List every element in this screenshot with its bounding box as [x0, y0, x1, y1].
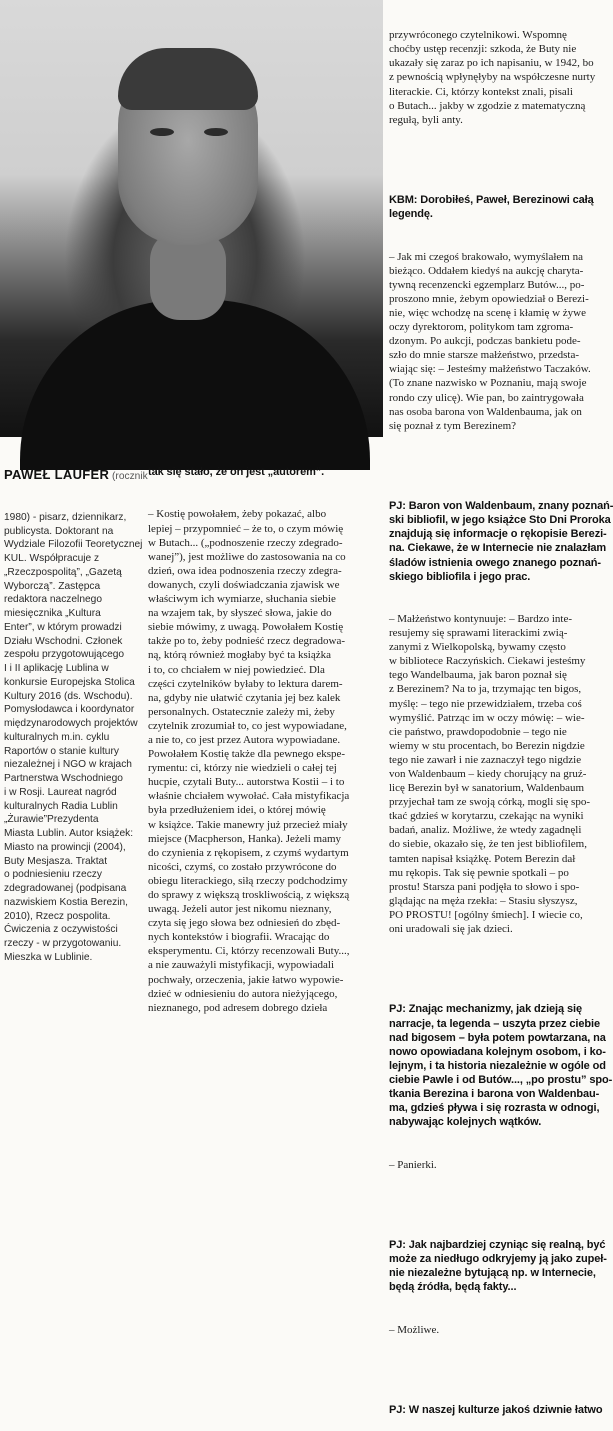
text-line: „Rzeczpospolitą”, „Gazetą: [4, 566, 122, 578]
text-line: czytelnik zrozumiał to, co jest wypowiadane,: [148, 719, 347, 732]
text-line: znajdują się informacje o rękopisie Berezi-: [389, 528, 607, 541]
spacer: [389, 461, 589, 471]
text-line: konkursie Europejska Stolica: [4, 676, 135, 688]
text-line: publicysta. Doktorant na: [4, 525, 114, 537]
text-line: dzonym. Po aukcji, podczas bankietu pode-: [389, 335, 581, 348]
text-line: PJ: W naszej kulturze jakoś dziwnie łatwo: [389, 1404, 603, 1416]
spacer: [389, 1200, 589, 1210]
text-line: obiegu literackiego, siłą rzeczy podchodzimy: [148, 874, 348, 887]
text-line: do czynienia z rękopisem, z czymś wydartym: [148, 846, 349, 859]
text-line: regułą, byli anty.: [389, 113, 463, 126]
question-pj-3: [389, 1002, 613, 1129]
text-line: miejsce (Macpherson, Hanka). Jeżeli mamy: [148, 832, 342, 845]
text-line: cie państwo, prawdopodobnie – tego nie: [389, 725, 567, 738]
text-line: wiemy w stu procentach, bo Berezin nigdzie: [389, 739, 585, 752]
author-name: PAWEŁ LAUFER: [4, 466, 110, 482]
text-line: lepiej – przypomnieć – że to, o czym mówię: [148, 522, 344, 535]
question-pj-4: [389, 1238, 607, 1294]
portrait-eye-left: [150, 128, 174, 136]
text-line: tkania Berezina i barona von Waldenbau-: [389, 1088, 600, 1101]
author-portrait-photo: [0, 0, 383, 437]
text-line: KBM: Dorobiłeś, Paweł, Berezinowi całą: [389, 194, 594, 207]
text-line: właściwym ich wymiarze, słuchania siebie: [148, 593, 336, 606]
text-line: eksperymentu. Ci, którzy recenzowali Buty...,: [148, 945, 350, 958]
text-line: – Małżeństwo kontynuuje: – Bardzo inte-: [389, 612, 572, 625]
text-line: von Waldenbaum – kiedy chorujący na gruź-: [389, 767, 587, 780]
text-line: nowo opowiadana kolejnym osobom, i ko-: [389, 1045, 606, 1058]
text-line: redaktora naczelnego: [4, 594, 102, 606]
text-line: kulturalnych Radia Lublin: [4, 800, 118, 812]
text-line: a nie zauważyli mistyfikacji, wypowiadali: [148, 959, 335, 972]
text-line: przywróconego czytelnikowi. Wspomnę: [389, 29, 567, 42]
text-line: oni uradowali się jak dzieci.: [389, 923, 513, 935]
answer-3: [389, 1158, 589, 1172]
text-line: oczy dyrektorom, politykom tam zgroma-: [389, 321, 574, 334]
text-line: przyjechał tam ze swoją córką, mogli się spo-: [389, 796, 590, 809]
text-line: choćby ustęp recenzji: szkoda, że Buty nie: [389, 43, 577, 56]
right-top-paragraph: [389, 28, 596, 127]
text-line: narracje, ta legenda – uszyta przez ciebie: [389, 1017, 601, 1030]
text-line: nych kontekstów i biografii. Wracając do: [148, 931, 330, 944]
text-line: na. Ciekawe, że w Internecie nie znalazłam: [389, 542, 607, 555]
text-line: ukazały się zaraz po ich napisaniu, w 1942, bo: [389, 57, 594, 70]
text-line: niezależnej i NGO w krajach: [4, 759, 132, 771]
text-line: Powołałem Kostię także dla pewnego ekspe-: [148, 748, 346, 761]
text-line: dzieć w odniesieniu do autora nieżyjącego,: [148, 987, 338, 1000]
text-line: Mieszka w Lublinie.: [4, 951, 93, 963]
text-line: tkać gdzieś w korytarzu, czekając na wyniki: [389, 810, 584, 823]
text-line: nazwiskiem Kostia Berezin,: [4, 896, 128, 908]
text-line: czyta się jego słowa bez odniesień do zbęd-: [148, 917, 341, 930]
text-line: na wzajem tak, by słyszeć słowa, jakie do: [148, 607, 332, 620]
text-line: nie, więc wchodzę na scenę i kłamię w żywe: [389, 306, 586, 319]
text-line: KUL. Współpracuje z: [4, 553, 100, 564]
text-line: Wyborczą”. Zastępca: [4, 580, 101, 592]
text-line: Wydziale Filozofii Teoretycznej: [4, 539, 143, 551]
text-line: Miasto na prowincji (2004),: [4, 841, 126, 853]
text-line: i w Rosji. Laureat nagród: [4, 786, 117, 798]
text-line: ski bibliofil, w jego książce Sto Dni Proroka: [389, 514, 611, 527]
right-article-column: [389, 0, 613, 1416]
text-line: PO PROSTU! [ogólny śmiech]. I wiecie co,: [389, 908, 583, 921]
text-line: pochwały, orzeczenia, jakie łatwo wypowie-: [148, 973, 344, 986]
text-line: rzeczy - w przygotowaniu.: [4, 938, 122, 949]
text-line: ną, którą również mogłaby być ta książka: [148, 649, 331, 662]
text-line: nabywając kolejnych wątków.: [389, 1116, 542, 1129]
text-line: nas osoba barona von Waldenbauma, jak on: [389, 405, 582, 418]
text-line: personalnych. Ostatecznie zależy mi, żeby: [148, 705, 335, 718]
middle-article-column: [148, 437, 383, 1014]
text-line: ciebie Pawle i od Butów..., „po prostu” spo-: [389, 1073, 613, 1086]
text-line: się poznał z tym Berezinem?: [389, 419, 517, 432]
text-line: wymyślić. Patrząc im w oczy mówię: – wie-: [389, 711, 585, 724]
bio-lines: [4, 511, 146, 965]
middle-body: [148, 507, 383, 1014]
text-line: o podniesieniu rzeczy: [4, 869, 102, 881]
text-line: siebie mówimy, z uwagą. Powołałem Kostię: [148, 621, 344, 634]
text-line: w bibliotece Raczyńskich. Ciekawi jesteśmy: [389, 655, 586, 668]
text-line: nie niezależne bytującą np. w Internecie,: [389, 1267, 596, 1280]
text-line: dowanych, czyli doświadczania zjawisk we: [148, 578, 340, 591]
question-pj-2: [389, 499, 613, 584]
text-line: z pewnością wpłynęłyby na współczesne nurty: [389, 71, 596, 84]
author-bio-column: [4, 440, 148, 963]
answer-1: [389, 250, 589, 433]
text-line: prostu! Starsza pani podjęła to słowo i spo-: [389, 880, 580, 893]
text-line: Enter”, w którym prowadzi: [4, 621, 122, 633]
text-line: resujemy się sprawami literackimi zwią-: [389, 627, 568, 640]
text-line: w Butach... („podnoszenie rzeczy zdegrado-: [148, 536, 343, 549]
question-kbm-1: [389, 193, 594, 221]
text-line: Kultury 2016 (ds. Wschodu).: [4, 690, 133, 702]
text-line: Buty Mesjasza. Traktat: [4, 855, 108, 867]
text-line: proszono mnie, żebym opowiedział o Berezi-: [389, 292, 589, 305]
text-line: I i II aplikację Lublina w: [4, 663, 109, 674]
text-line: Partnerstwa Wschodniego: [4, 773, 123, 784]
text-line: rymentu: ci, którzy nie wiedzieli o całej tej: [148, 762, 337, 775]
text-line: Działu Wschodni. Członek: [4, 635, 123, 647]
text-line: Ćwiczenia z oczywistości: [4, 924, 118, 936]
text-line: dzień, owa idea podnoszenia rzeczy zdegra-: [148, 564, 342, 577]
text-line: wiając się: – Jesteśmy małżeństwo Taczaków.: [389, 363, 591, 376]
text-line: lejnym, i ta historia niezależnie w ogóle od: [389, 1059, 606, 1072]
answer-4: [389, 1323, 589, 1337]
text-line: „Żurawie”Prezydenta: [4, 814, 99, 826]
text-line: nieznanego, pod adresem dobrego dzieła: [148, 1001, 328, 1014]
text-line: kulturalnych m.in. cyklu: [4, 731, 110, 743]
text-line: rondo czy ulicę). Wie pan, bo zaintrygowała: [389, 391, 584, 404]
text-line: do sprawy z większą troskliwością, z większą: [148, 889, 350, 901]
question-pj-5: [389, 1403, 603, 1417]
text-line: – Panierki.: [389, 1158, 437, 1171]
answer-2: [389, 612, 589, 936]
text-line: literackie. Ci, którzy kontekst znali, pisali: [389, 85, 573, 98]
text-line: zdegradowanej (podpisana: [4, 883, 127, 894]
text-line: będą źródła, będą fakty...: [389, 1281, 517, 1294]
bio-line: (rocznik: [109, 470, 148, 482]
spacer: [389, 964, 589, 974]
text-line: skiego bibliofila i jego prac.: [389, 570, 531, 583]
text-line: w książce. Takie manewry już przecież miały: [148, 818, 348, 831]
text-line: (To znane nazwisko w Poznaniu, mają swoje: [389, 377, 587, 390]
text-line: może za niedługo odkryjemy ją jako zupeł-: [389, 1253, 607, 1266]
text-line: zespołu przygotowującego: [4, 649, 125, 661]
text-line: mu rękopis. Tak się pewnie spotkali – po: [389, 866, 569, 879]
text-line: śladów istnienia owego znanego poznań-: [389, 556, 601, 569]
text-line: PJ: Znając mechanizmy, jak dzieją się: [389, 1003, 582, 1016]
text-line: – Możliwe.: [389, 1323, 440, 1336]
text-line: badań, analiz. Możliwe, że wtedy zagadnęli: [389, 824, 582, 837]
spacer: [389, 1365, 589, 1375]
text-line: licę Berezin był w sanatorium, Waldenbaum: [389, 782, 585, 795]
text-line: tego nie zawarł i nie zaznaczył tego nigdzie: [389, 753, 582, 766]
text-line: i to, co chciałem w niej powiedzieć. Dla: [148, 663, 325, 676]
text-line: właśnie chciałem wywołać. Cała mistyfikacja: [148, 790, 350, 803]
portrait-hair: [118, 48, 258, 110]
text-line: a nie to, co jest przez Autora wypowiadane.: [148, 733, 341, 746]
text-line: części czytelników byłaby to lektura darem-: [148, 677, 343, 690]
text-line: tamten napisał książkę. Potem Berezin dał: [389, 852, 576, 865]
text-line: Miasta Lublin. Autor książek:: [4, 828, 134, 839]
text-line: 1980) - pisarz, dziennikarz,: [4, 511, 127, 523]
text-line: nad bigosem – była potem powtarzana, na: [389, 1031, 606, 1044]
text-line: międzynarodowych projektów: [4, 718, 138, 729]
text-line: hucpie, czytali Buty... autorstwa Kostii – i to: [148, 776, 345, 789]
text-line: miesięcznika „Kultura: [4, 608, 101, 619]
text-line: Pomysłodawca i koordynator: [4, 704, 135, 716]
text-line: ma, gdzieś pływa i się rozrasta w odnogi,: [389, 1102, 600, 1115]
text-line: szło do mnie starsze małżeństwo, przedsta-: [389, 349, 579, 362]
text-line: była przedłużeniem idei, o której mówię: [148, 804, 326, 817]
text-line: glądając na męża rzekła: – Stasiu słyszysz,: [389, 894, 578, 907]
text-line: do siebie, okazało się, że ten jest bibliofilem,: [389, 838, 587, 851]
text-line: tywną recenzencki egzemplarz Butów..., po-: [389, 278, 585, 291]
text-line: także po to, żeby podnieść rzecz degradowa-: [148, 635, 345, 648]
text-line: o Butach... jakby w zgodzie z matematyczną: [389, 99, 586, 112]
text-line: 2010), Rzecz pospolita.: [4, 910, 111, 922]
spacer: [389, 155, 589, 165]
portrait-eye-right: [204, 128, 228, 136]
text-line: tego Wandelbauma, jak baron poznał się: [389, 669, 567, 682]
text-line: myślę: – tego nie przewidziałem, trzeba coś: [389, 697, 582, 710]
text-line: PJ: Jak najbardziej czyniąc się realną, być: [389, 1238, 606, 1251]
text-line: – Jak mi czegoś brakowało, wymyślałem na: [389, 250, 583, 263]
text-line: na, gdyby nie ułatwić czytania jej bez kalek: [148, 691, 341, 704]
bio-first-line: [4, 468, 146, 484]
text-line: wanej”), jest możliwe do zastosowania na co: [148, 550, 346, 563]
text-line: Raportów o stanie kultury: [4, 745, 119, 757]
text-line: PJ: Baron von Waldenbaum, znany poznań-: [389, 500, 613, 513]
text-line: nicości, czymś, co zostało przywrócone do: [148, 860, 337, 873]
text-line: bieżąco. Oddałem kiedyś na aukcję charyta-: [389, 264, 584, 277]
text-line: z Berezinem? Na to ja, trzymając ten bigos,: [389, 683, 582, 696]
text-line: zanymi z Wielkopolską, bywamy często: [389, 641, 566, 654]
text-line: uwagą. Jeżeli autor jest nikomu nieznany,: [148, 903, 332, 916]
middle-heading: tak się stało, że on jest „autorem”.: [148, 466, 325, 479]
text-line: legendę.: [389, 208, 433, 221]
text-line: – Kostię powołałem, żeby pokazać, albo: [148, 508, 327, 521]
